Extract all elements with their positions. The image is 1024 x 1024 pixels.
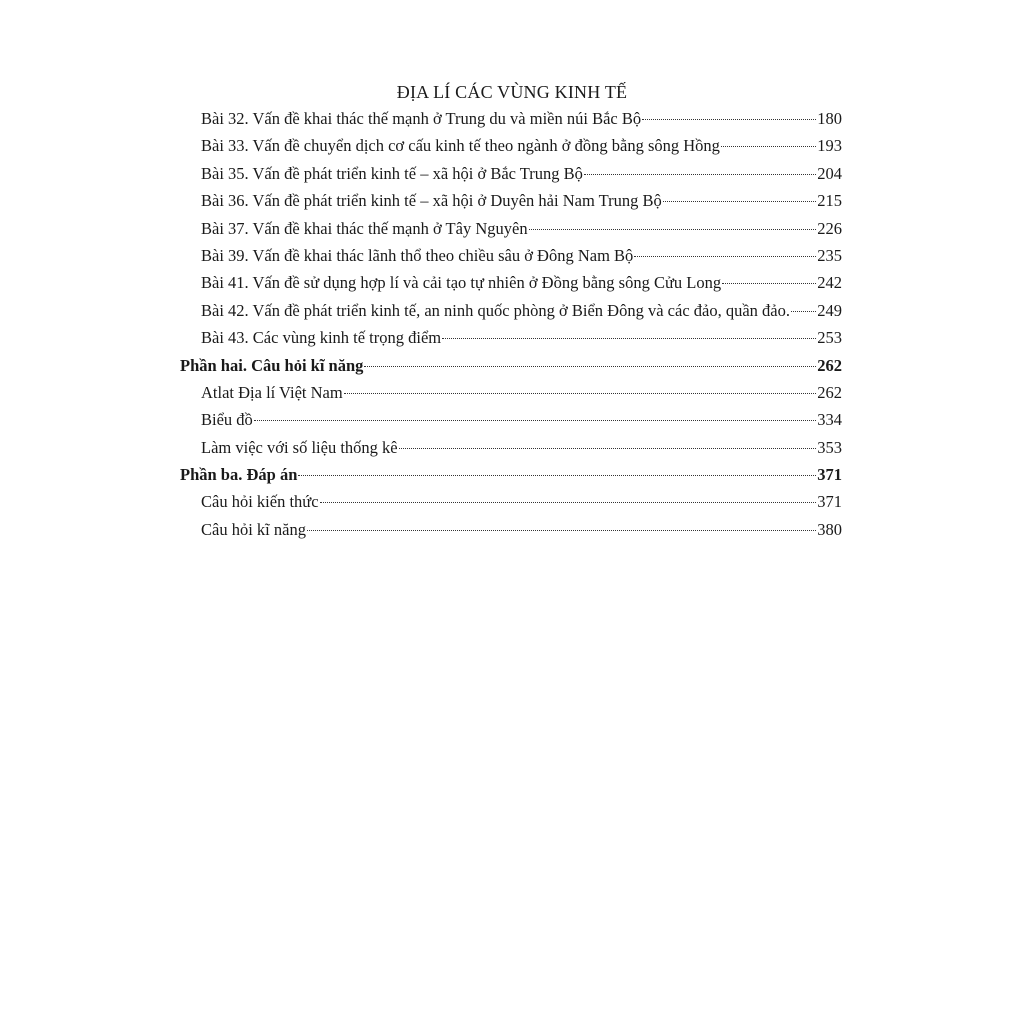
toc-entry-title: Atlat Địa lí Việt Nam <box>201 382 343 402</box>
toc-dot-leader <box>642 119 816 120</box>
toc-dot-leader <box>529 229 817 230</box>
toc-entry <box>180 356 842 383</box>
toc-entry-page-number: 215 <box>817 191 842 211</box>
toc-entry-page-number: 180 <box>817 109 842 128</box>
toc-entry-page-number: 235 <box>817 245 842 265</box>
toc-dot-leader <box>298 475 816 476</box>
toc-entry-page-number: 262 <box>817 355 842 375</box>
toc-entry-page-number: 253 <box>817 328 842 348</box>
toc-entry <box>180 410 842 437</box>
toc-entry-title: Bài 33. Vấn đề chuyển dịch cơ cấu kinh tế theo ngành ở đồng bằng sông Hồng <box>201 136 720 156</box>
toc-entry-title: Bài 37. Vấn đề khai thác thế mạnh ở Tây Nguyên <box>201 218 528 238</box>
toc-entry-title: Làm việc với số liệu thống kê <box>201 437 398 457</box>
toc-entry-title: Câu hỏi kĩ năng <box>201 519 306 539</box>
toc-entry-title: Câu hỏi kiến thức <box>201 492 319 512</box>
toc-entry-page-number: 353 <box>817 437 842 457</box>
toc-entry-page-number: 371 <box>817 492 842 512</box>
toc-entry-title: Bài 43. Các vùng kinh tế trọng điểm <box>201 328 442 348</box>
toc-entry-title: Phần hai. Câu hỏi kĩ năng <box>180 355 364 375</box>
section-title: ĐỊA LÍ CÁC VÙNG KINH TẾ <box>396 82 628 102</box>
toc-dot-leader <box>721 146 816 147</box>
toc-entry-page-number: 193 <box>817 136 842 156</box>
toc-entry-page-number: 242 <box>817 273 842 293</box>
toc-dot-leader <box>307 530 816 531</box>
toc-entry-page-number: 204 <box>817 163 842 183</box>
toc-dot-leader <box>254 420 816 421</box>
toc-entry <box>180 383 842 410</box>
toc-entry-title: Phần ba. Đáp án <box>180 465 298 485</box>
toc-entry <box>180 438 842 465</box>
toc-dot-leader <box>634 256 816 257</box>
toc-dot-leader <box>584 174 816 175</box>
toc-dot-leader <box>364 366 816 367</box>
toc-dot-leader <box>399 448 817 449</box>
toc-entry-page-number: 334 <box>817 410 842 430</box>
toc-entry <box>180 219 842 246</box>
toc-entry-title: Bài 39. Vấn đề khai thác lãnh thổ theo chiều sâu ở Đông Nam Bộ <box>201 245 634 265</box>
toc-entry-title: Bài 42. Vấn đề phát triển kinh tế, an ninh quốc phòng ở Biển Đông và các đảo, quần đảo. <box>201 300 790 320</box>
toc-dot-leader <box>442 338 816 339</box>
toc-dot-leader <box>791 311 816 312</box>
toc-entry <box>180 109 842 136</box>
toc-dot-leader <box>344 393 817 394</box>
toc-entry-title: Bài 32. Vấn đề khai thác thế mạnh ở Trung du và miền núi Bắc Bộ <box>201 109 642 128</box>
toc-entry <box>180 465 842 492</box>
toc-entry-title: Bài 36. Vấn đề phát triển kinh tế – xã hội ở Duyên hải Nam Trung Bộ <box>201 191 662 211</box>
toc-entry <box>180 328 842 355</box>
toc-entry <box>180 246 842 273</box>
toc-entry <box>180 191 842 218</box>
toc-entry <box>180 520 842 547</box>
toc-entry-page-number: 249 <box>817 300 842 320</box>
toc-entry-page-number: 380 <box>817 519 842 539</box>
toc-entry <box>180 273 842 300</box>
toc-entry-title: Bài 41. Vấn đề sử dụng hợp lí và cải tạo tự nhiên ở Đồng bằng sông Cửu Long <box>201 273 722 293</box>
toc-entry-page-number: 262 <box>817 382 842 402</box>
toc-dot-leader <box>722 283 816 284</box>
toc-entry-title: Bài 35. Vấn đề phát triển kinh tế – xã hội ở Bắc Trung Bộ <box>201 163 583 183</box>
toc-entry-title: Biểu đồ <box>201 410 253 430</box>
table-of-contents <box>180 109 842 547</box>
toc-entry-page-number: 226 <box>817 218 842 238</box>
toc-entry <box>180 492 842 519</box>
toc-entry <box>180 136 842 163</box>
toc-dot-leader <box>320 502 817 503</box>
toc-entry-page-number: 371 <box>817 465 842 485</box>
toc-entry <box>180 164 842 191</box>
toc-entry <box>180 301 842 328</box>
toc-dot-leader <box>663 201 817 202</box>
